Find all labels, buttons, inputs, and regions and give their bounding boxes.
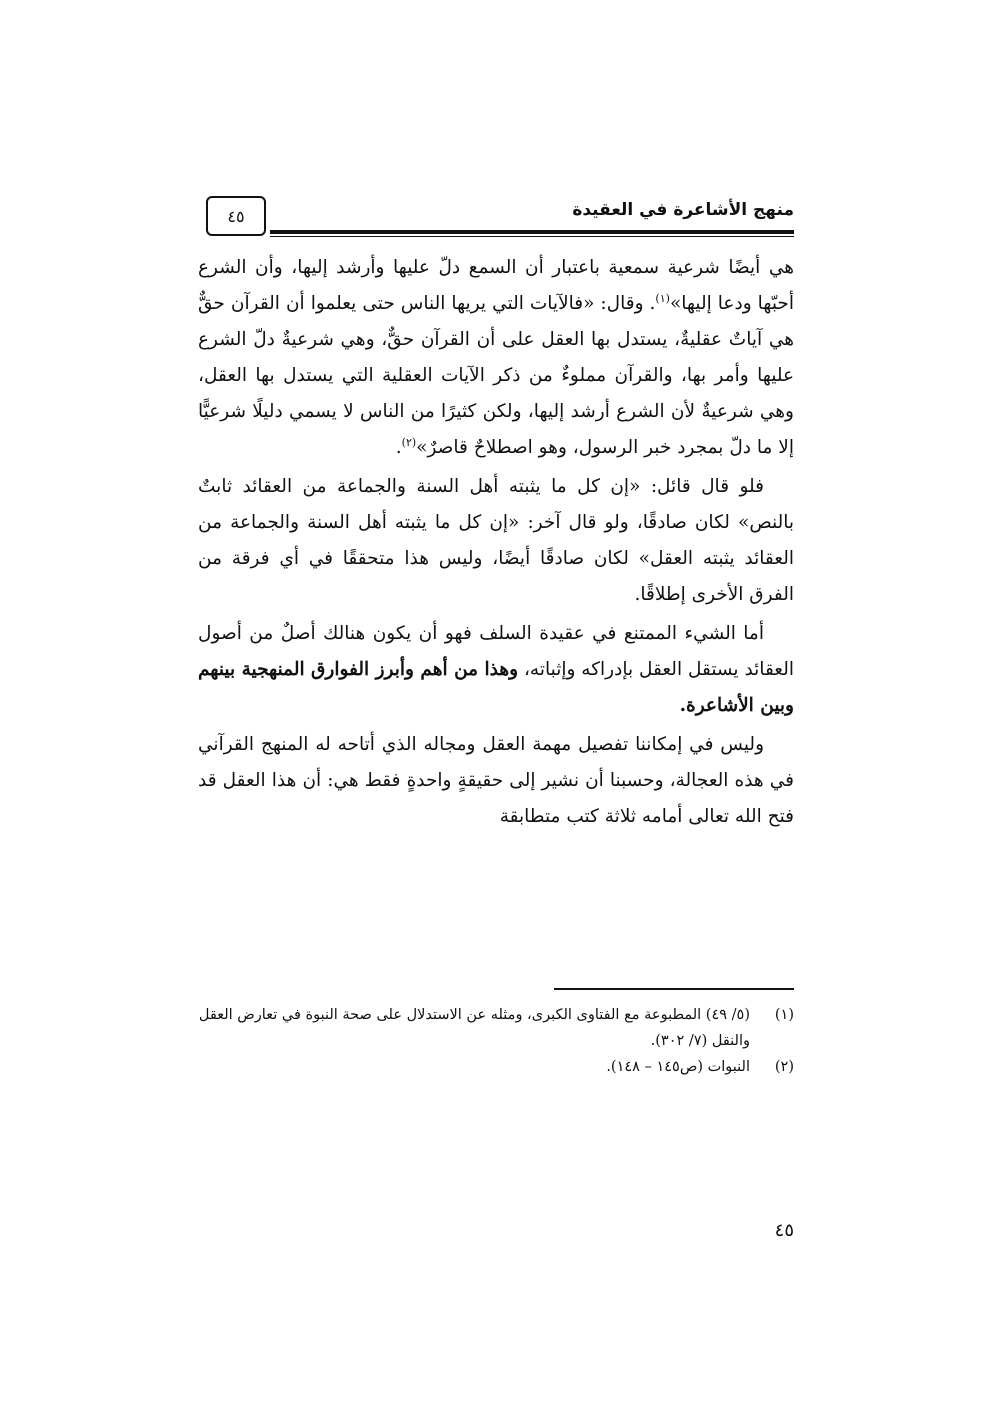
paragraph-2: فلو قال قائل: «إن كل ما يثبته أهل السنة والجماعة من العقائد ثابتٌ بالنص» لكان صادقًا، ولو قال آخر: «إن كل ما يثبته أهل السنة والجماعة من العقائد يثبته العقل» لكان صادقًا أيضًا، وليس هذا متحققًا في أي فرقة من الفرق الأخرى إطلاقًا. (198, 476, 794, 605)
paragraph-3 (198, 616, 794, 724)
paragraph-4: وليس في إمكاننا تفصيل مهمة العقل ومجاله الذي أتاحه له المنهج القرآني في هذه العجالة، وحسبنا أن نشير إلى حقيقةٍ واحدةٍ فقط هي: أن هذا العقل قد فتح الله تعالى أمامه ثلاثة كتب متطابقة (198, 734, 794, 827)
footnote-ref-2: (٢) (401, 435, 417, 449)
header-title: منهج الأشاعرة في العقيدة (572, 200, 794, 220)
running-header (200, 196, 794, 240)
paragraph-3-bold-text: وهذا من أهم وأبرز الفوارق المنهجية بينهم وبين الأشاعرة. (198, 659, 794, 716)
paragraph-1-text-a: هي أيضًا شرعية سمعية باعتبار أن السمع دلّ عليها وأرشد إليها، وأن الشرع أحبّها ودعا إليها» (198, 257, 794, 314)
paragraph-1 (198, 250, 794, 466)
footnote-1 (198, 1002, 794, 1054)
header-rule (270, 230, 794, 234)
footnote-2 (198, 1054, 794, 1080)
footnote-1-number: (١) (774, 1007, 794, 1023)
footnote-separator (554, 988, 794, 990)
footnote-1-text: (٥/ ٤٩) المطبوعة مع الفتاوى الكبرى، ومثله عن الاستدلال على صحة النبوة في تعارض العقل والنقل (٧/ ٣٠٢). (198, 1007, 750, 1049)
footnote-2-number: (٢) (774, 1059, 794, 1075)
main-text (198, 250, 794, 838)
paragraph-3-text: أما الشيء الممتنع في عقيدة السلف فهو أن يكون هنالك أصلٌ من أصول العقائد يستقل العقل بإدراكه وإثباته، (198, 623, 795, 680)
page-number: ٤٥ (774, 1220, 794, 1241)
footnotes (198, 1002, 794, 1080)
paragraph-1-text-c: . (395, 437, 402, 458)
header-page-number-box: ٤٥ (206, 196, 266, 236)
footnote-2-text: النبوات (ص١٤٥ – ١٤٨). (606, 1059, 750, 1075)
paragraph-1-text-b: . وقال: «فالآيات التي يريها الناس حتى يعلموا أن القرآن حقٌّ هي آياتٌ عقليةٌ، يستدل بها العقل على أن القرآن حقٌّ، وهي شرعيةٌ دلّ الشرع عليها وأمر بها، والقرآن مملوءٌ من ذكر الآيات العقلية التي يستدل بها العقل، وهي شرعيةٌ لأن الشرع أرشد إليها، ولكن كثيرًا من الناس لا يسمي دليلًا شرعيًّا إلا ما دلّ بمجرد خبر الرسول، وهو اصطلاحٌ قاصرٌ» (198, 293, 794, 458)
header-rule-thin (270, 236, 794, 237)
footnote-ref-1: (١) (655, 291, 670, 305)
